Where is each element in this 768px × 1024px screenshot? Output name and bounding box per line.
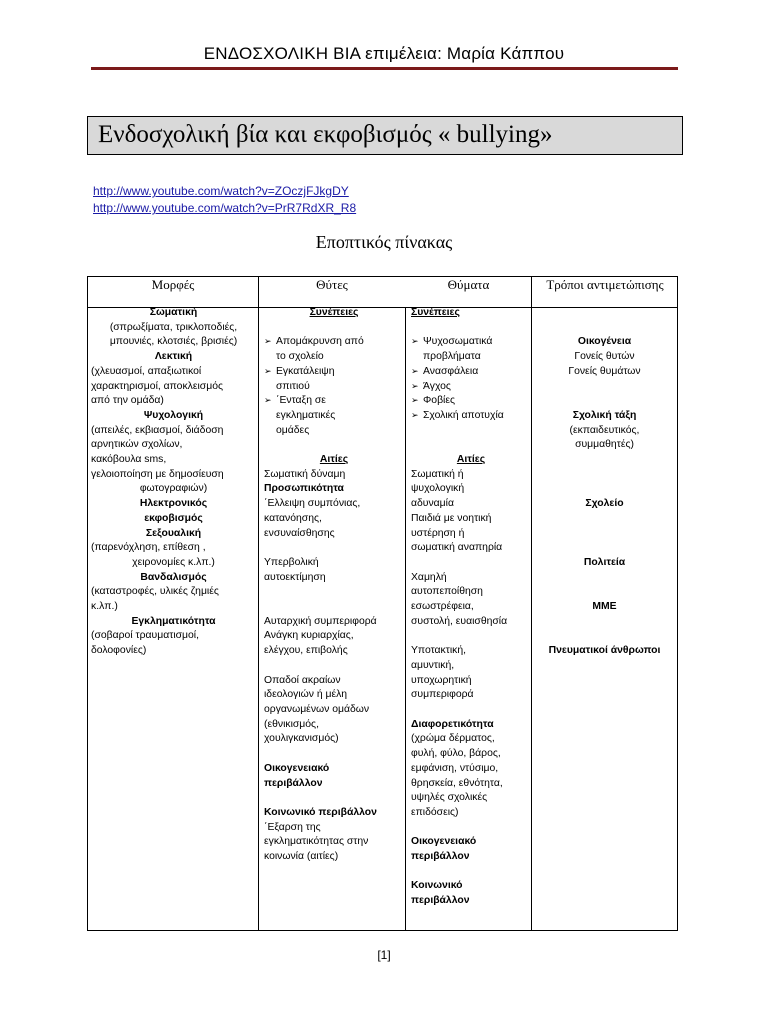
table-cell-line: σπιτιού xyxy=(276,380,310,392)
table-cell-line: ➢ Εγκατάλειψη xyxy=(264,365,404,380)
table-cell-line: χειρονομίες κ.λπ.) xyxy=(132,556,215,568)
table-cell-line: υποχωρητική xyxy=(411,674,472,686)
table-cell-line xyxy=(411,821,531,836)
table-cell-line: Αιτίες xyxy=(319,454,349,466)
table-cell-line xyxy=(264,321,404,336)
table-cell-line: (καταστροφές, υλικές ζημιές xyxy=(91,586,219,598)
table-cell-line: (χλευασμοί, απαξιωτικοί xyxy=(91,365,202,377)
table-cell-line: (εθνικισμός, xyxy=(264,718,319,730)
table-cell-line xyxy=(533,321,676,336)
table-cell-line: Σωματική ή xyxy=(411,468,464,480)
table-cell-line: (σπρωξίματα, τρικλοποδιές, xyxy=(109,321,238,333)
page-header: ΕΝΔΟΣΧΟΛΙΚΗ ΒΙΑ επιμέλεια: Μαρία Κάππου xyxy=(203,44,565,63)
table-cell-line xyxy=(533,585,676,600)
table-cell-line: εμφάνιση, ντύσιμο, xyxy=(411,762,499,774)
table-subtitle: Εποπτικός πίνακας xyxy=(315,232,453,252)
column-divider xyxy=(258,276,259,931)
table-cell-line: κ.λπ.) xyxy=(91,601,118,613)
table-cell-line: ➢ ΄Ενταξη σε xyxy=(264,394,404,409)
table-cell-line: Πολιτεία xyxy=(583,556,626,568)
table-cell-line xyxy=(533,468,676,483)
table-cell-line: φωτογραφιών) xyxy=(139,483,208,495)
youtube-link-1[interactable]: http://www.youtube.com/watch?v=ZOczjFJkgDY xyxy=(93,184,349,198)
table-cell-line: από την ομάδα) xyxy=(91,395,164,407)
table-cell-line: ΄Εξαρση της xyxy=(264,821,321,833)
table-cell-line: Βανδαλισμός xyxy=(140,571,207,583)
header-rule xyxy=(91,67,678,70)
table-cell-line xyxy=(533,482,676,497)
table-cell-line: ΜΜΕ xyxy=(592,601,617,613)
table-cell-line: Σωματική δύναμη xyxy=(264,468,346,480)
table-cell-line: Εγκληματικότητα xyxy=(131,615,216,627)
table-cell-line: Υποτακτική, xyxy=(411,645,467,657)
table-cell-line: κακόβουλα sms, xyxy=(91,454,167,466)
table-cell-line xyxy=(411,629,531,644)
table-cell-line: (παρενόχληση, επίθεση , xyxy=(91,542,206,554)
table-cell-line: Γονείς θυμάτων xyxy=(568,365,641,377)
table-cell-line xyxy=(411,424,531,439)
table-cell-line: αυτοεκτίμηση xyxy=(264,571,326,583)
table-cell-line: ΄Ελλειψη συμπόνιας, xyxy=(264,498,361,510)
table-cell-line: χουλιγκανισμός) xyxy=(264,733,339,745)
table-cell-line: ομάδες xyxy=(276,424,310,436)
table-cell-line: Ηλεκτρονικός xyxy=(139,498,208,510)
table-cell-line xyxy=(411,865,531,880)
table-cell-line: μπουνιές, κλοτσιές, βρισιές) xyxy=(109,336,238,348)
table-cell-line: ➢ Ψυχοσωματικά xyxy=(411,335,531,350)
table-cell-line: Ψυχολογική xyxy=(143,409,204,421)
table-cell-line: Ανάγκη κυριαρχίας, xyxy=(264,630,354,642)
table-cell-line: Κοινωνικό xyxy=(411,880,463,892)
table-cell-line xyxy=(264,438,404,453)
page-number: [1] xyxy=(377,948,391,962)
table-cell-line xyxy=(264,585,404,600)
table-cell-line xyxy=(533,571,676,586)
table-cell-line: αρνητικών σχολίων, xyxy=(91,439,183,451)
table-cell-line: δολοφονίες) xyxy=(91,645,147,657)
col-header-remedies: Τρόποι αντιμετώπισης xyxy=(546,277,664,292)
table-cell-line: εγκληματικές xyxy=(276,409,336,421)
table-cell-line xyxy=(264,541,404,556)
table-cell-line: (σοβαροί τραυματισμοί, xyxy=(91,630,200,642)
table-cell-line: θρησκεία, εθνότητα, xyxy=(411,777,503,789)
table-cell-line: Χαμηλή xyxy=(411,571,447,583)
table-cell-line: Οικογενειακό xyxy=(264,762,330,774)
table-cell-line: (απειλές, εκβιασμοί, διάδοση xyxy=(91,424,224,436)
table-cell-line: Οικογενειακό xyxy=(411,836,477,848)
table-cell-line: Συνέπειες xyxy=(411,307,460,318)
table-cell-line: συστολή, ευαισθησία xyxy=(411,615,508,627)
table-cell-line xyxy=(411,438,531,453)
table-cell-line: Διαφορετικότητα xyxy=(411,718,494,730)
table-cell-line: (χρώμα δέρματος, xyxy=(411,733,495,745)
document-title: Ενδοσχολική βία και εκφοβισμός « bullying» xyxy=(98,121,553,148)
table-cell-line: περιβάλλον xyxy=(411,895,470,907)
table-cell-line: περιβάλλον xyxy=(264,777,323,789)
table-cell-line: γελοιοποίηση με δημοσίευση xyxy=(91,468,224,480)
table-cell-line: Παιδιά με νοητική xyxy=(411,512,492,524)
table-cell-line: υψηλές σχολικές xyxy=(411,792,488,804)
forms-column xyxy=(91,306,256,659)
table-cell-line: Πνευματικοί άνθρωποι xyxy=(548,645,661,657)
table-cell-line: σωματική αναπηρία xyxy=(411,542,503,554)
table-cell-line: εκφοβισμός xyxy=(144,512,203,524)
table-cell-line: ➢ Άγχος xyxy=(411,380,531,395)
col-header-victims: Θύματα xyxy=(447,277,490,292)
table-cell-line xyxy=(533,306,676,321)
perpetrators-column xyxy=(264,306,404,865)
table-cell-line xyxy=(264,747,404,762)
table-cell-line: αμυντική, xyxy=(411,659,455,671)
table-cell-line: ➢ Απομάκρυνση από xyxy=(264,335,404,350)
table-cell-line: συμμαθητές) xyxy=(575,439,634,451)
table-cell-line xyxy=(533,541,676,556)
table-cell-line xyxy=(533,453,676,468)
table-cell-line: Κοινωνικό περιβάλλον xyxy=(264,806,377,818)
table-cell-line: επιδόσεις) xyxy=(411,806,459,818)
table-cell-line: ➢ Σχολική αποτυχία xyxy=(411,409,531,424)
table-cell-line xyxy=(533,512,676,527)
table-cell-line: ➢ Φοβίες xyxy=(411,394,531,409)
remedies-column xyxy=(533,306,676,659)
table-cell-line: εσωστρέφεια, xyxy=(411,601,474,613)
table-cell-line: κατανόησης, xyxy=(264,512,322,524)
table-cell-line: προβλήματα xyxy=(423,351,481,363)
table-cell-line xyxy=(411,321,531,336)
table-cell-line xyxy=(264,659,404,674)
table-cell-line: Οικογένεια xyxy=(577,336,632,348)
table-cell-line xyxy=(264,791,404,806)
table-cell-line: οργανωμένων ομάδων xyxy=(264,703,370,715)
table-cell-line: Σχολική τάξη xyxy=(572,409,637,421)
table-cell-line: περιβάλλον xyxy=(411,851,470,863)
table-cell-line: υστέρηση ή xyxy=(411,527,465,539)
table-cell-line: (εκπαιδευτικός, xyxy=(569,424,640,436)
table-cell-line: Αιτίες xyxy=(456,454,486,466)
table-cell-line xyxy=(533,380,676,395)
table-cell-line: Υπερβολική xyxy=(264,556,319,568)
table-cell-line: Οπαδοί ακραίων xyxy=(264,674,341,686)
table-cell-line: Σωματική xyxy=(149,307,198,318)
table-cell-line: συμπεριφορά xyxy=(411,689,474,701)
table-cell-line: Προσωπικότητα xyxy=(264,483,344,495)
table-cell-line: αυτοπεποίθηση xyxy=(411,586,483,598)
table-cell-line: φυλή, φύλο, βάρος, xyxy=(411,748,501,760)
table-cell-line: εγκληματικότητας στην xyxy=(264,836,369,848)
table-cell-line xyxy=(264,600,404,615)
table-cell-line: ιδεολογιών ή μέλη xyxy=(264,689,348,701)
table-cell-line xyxy=(533,394,676,409)
youtube-link-2[interactable]: http://www.youtube.com/watch?v=PrR7RdXR_R8 xyxy=(93,201,357,215)
table-cell-line: ελέγχου, επιβολής xyxy=(264,645,348,657)
col-header-perpetrators: Θύτες xyxy=(316,277,348,292)
table-cell-line: κοινωνία (αιτίες) xyxy=(264,851,339,863)
table-cell-line: Συνέπειες xyxy=(309,307,359,318)
table-cell-line: Σχολείο xyxy=(585,498,624,510)
table-cell-line: ψυχολογική xyxy=(411,483,465,495)
victims-column xyxy=(411,306,531,909)
column-divider xyxy=(405,307,406,931)
table-cell-line: Αυταρχική συμπεριφορά xyxy=(264,615,377,627)
table-cell-line xyxy=(411,556,531,571)
document-title-box xyxy=(87,116,683,155)
table-cell-line xyxy=(533,629,676,644)
table-cell-line: το σχολείο xyxy=(276,351,324,363)
table-cell-line: Γονείς θυτών xyxy=(574,351,635,363)
table-cell-line: Σεξουαλική xyxy=(145,527,202,539)
column-divider xyxy=(531,276,532,931)
table-cell-line: χαρακτηρισμοί, αποκλεισμός xyxy=(91,380,223,392)
table-cell-line: ενσυναίσθησης xyxy=(264,527,335,539)
table-cell-line xyxy=(533,527,676,542)
col-header-forms: Μορφές xyxy=(151,277,195,292)
table-cell-line: αδυναμία xyxy=(411,498,454,510)
table-cell-line xyxy=(533,615,676,630)
table-cell-line: Λεκτική xyxy=(154,351,193,363)
table-cell-line: ➢ Ανασφάλεια xyxy=(411,365,531,380)
table-cell-line xyxy=(411,703,531,718)
